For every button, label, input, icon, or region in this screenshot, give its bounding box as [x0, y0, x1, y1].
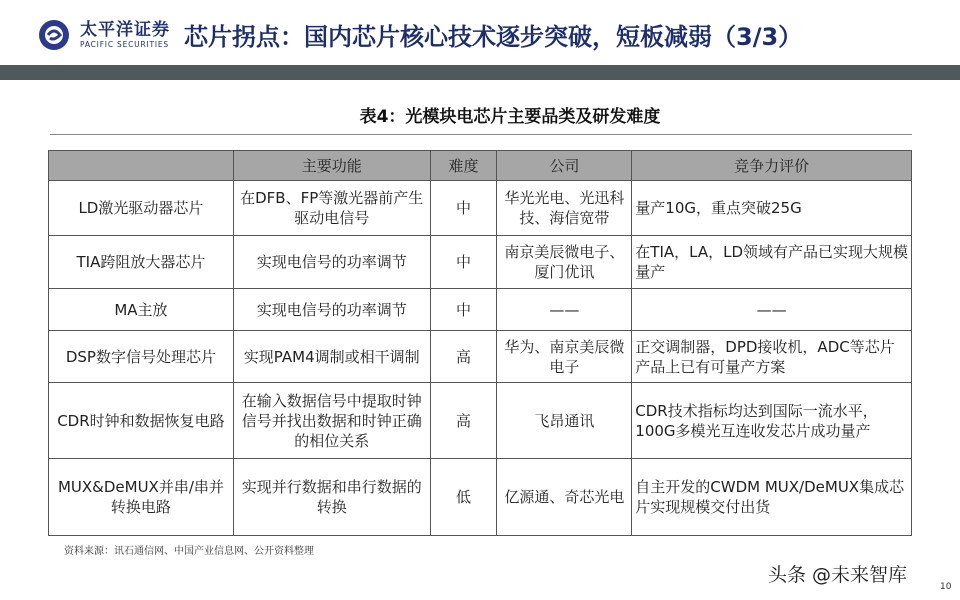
- brand-name-cn: 太平洋证券: [80, 20, 170, 40]
- table-cell: LD激光驱动器芯片: [49, 181, 234, 236]
- table-title: 表4：光模块电芯片主要品类及研发难度: [359, 107, 661, 127]
- table-cell: 量产10G，重点突破25G: [632, 181, 912, 236]
- table-row: [49, 181, 912, 236]
- table-cell: 中: [430, 289, 497, 331]
- table-row: [49, 236, 912, 289]
- table-cell: 飞昂通讯: [497, 383, 632, 459]
- table-header-row: [49, 151, 912, 181]
- table-cell: 中: [430, 181, 497, 236]
- table-cell: 在TIA，LA，LD领域有产品已实现大规模量产: [632, 236, 912, 289]
- col-header: 公司: [497, 151, 632, 181]
- table-cell: 在输入数据信号中提取时钟信号并找出数据和时钟正确的相位关系: [233, 383, 430, 459]
- page-number: 10: [940, 582, 952, 592]
- table-cell: 正交调制器，DPD接收机，ADC等芯片产品上已有可量产方案: [632, 331, 912, 383]
- table-row: [49, 459, 912, 536]
- table-row: [49, 331, 912, 383]
- source-note: 资料来源：讯石通信网、中国产业信息网、公开资料整理: [64, 546, 314, 557]
- table-cell: 在DFB、FP等激光器前产生驱动电信号: [233, 181, 430, 236]
- table-cell: MUX&DeMUX并串/串并转换电路: [49, 459, 234, 536]
- table-cell: TIA跨阻放大器芯片: [49, 236, 234, 289]
- chip-table: [48, 150, 912, 536]
- table-cell: 华光光电、光迅科技、海信宽带: [497, 181, 632, 236]
- table-cell: 实现电信号的功率调节: [233, 289, 430, 331]
- header-divider-bar: [0, 65, 960, 80]
- table-cell: 华为、南京美辰微电子: [497, 331, 632, 383]
- table-row: [49, 383, 912, 459]
- title-rule: [50, 134, 912, 135]
- header: [0, 0, 960, 65]
- table-cell: ——: [497, 289, 632, 331]
- table-cell: 高: [430, 383, 497, 459]
- col-header: 竞争力评价: [632, 151, 912, 181]
- table-cell: 南京美辰微电子、厦门优讯: [497, 236, 632, 289]
- table-cell: CDR时钟和数据恢复电路: [49, 383, 234, 459]
- col-header: 难度: [430, 151, 497, 181]
- table-row: [49, 289, 912, 331]
- table-cell: 低: [430, 459, 497, 536]
- page-title: 芯片拐点：国内芯片核心技术逐步突破，短板减弱（3/3）: [184, 23, 803, 51]
- table-cell: 亿源通、奇芯光电: [497, 459, 632, 536]
- table-cell: ——: [632, 289, 912, 331]
- brand-name-en: PACIFIC SECURITIES: [80, 40, 169, 49]
- table-cell: CDR技术指标均达到国际一流水平，100G多模光互连收发芯片成功量产: [632, 383, 912, 459]
- pacific-securities-logo-icon: [26, 5, 74, 61]
- table-cell: 实现并行数据和串行数据的转换: [233, 459, 430, 536]
- table-cell: 中: [430, 236, 497, 289]
- col-header: [49, 151, 234, 181]
- table-cell: 实现PAM4调制或相干调制: [233, 331, 430, 383]
- table-cell: DSP数字信号处理芯片: [49, 331, 234, 383]
- table-cell: 高: [430, 331, 497, 383]
- table-cell: 自主开发的CWDM MUX/DeMUX集成芯片实现规模交付出货: [632, 459, 912, 536]
- watermark: 头条 @未来智库: [768, 564, 908, 586]
- col-header: 主要功能: [233, 151, 430, 181]
- table-cell: 实现电信号的功率调节: [233, 236, 430, 289]
- table-cell: MA主放: [49, 289, 234, 331]
